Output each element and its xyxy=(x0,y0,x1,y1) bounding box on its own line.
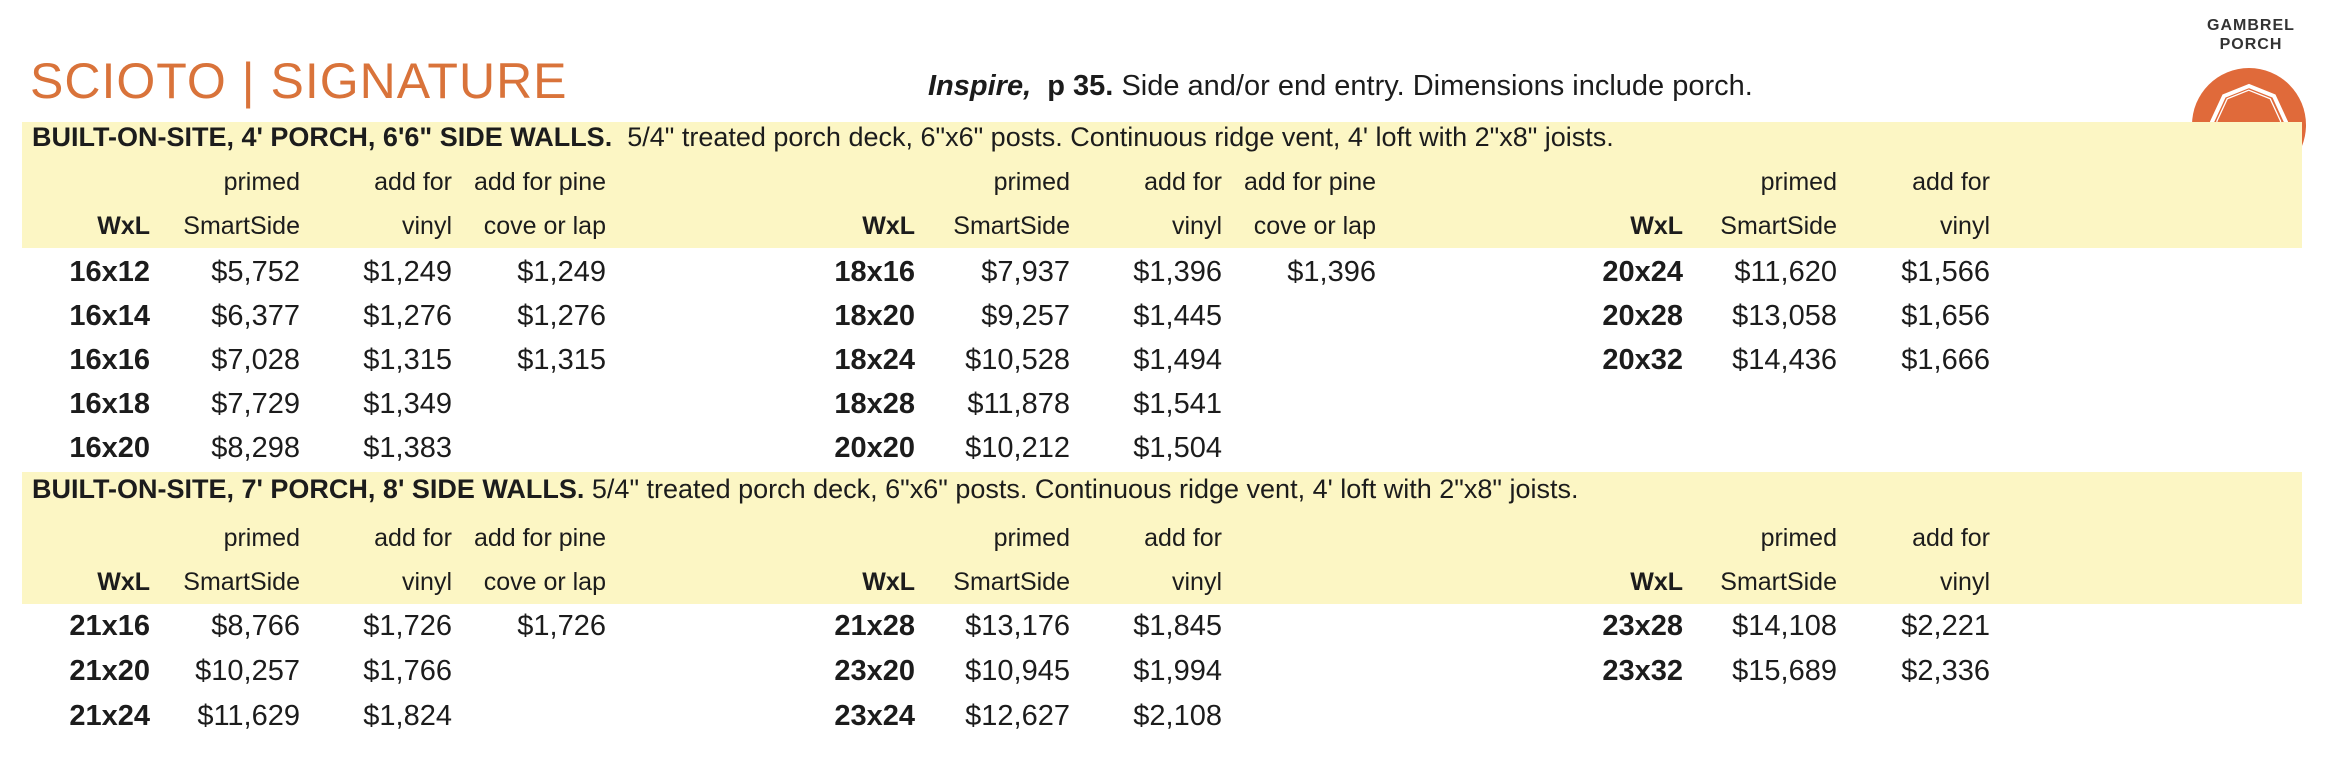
row-pine-add: $1,396 xyxy=(1287,256,1376,288)
col-header-vinyl-top: add for xyxy=(1144,168,1222,196)
row-pine-add: $1,315 xyxy=(517,344,606,376)
col-header-primed-top: primed xyxy=(223,168,300,196)
col-header-primed-bottom: SmartSide xyxy=(1720,568,1837,596)
col-header-vinyl-bottom: vinyl xyxy=(401,568,452,596)
col-header-primed-bottom: SmartSide xyxy=(1720,212,1837,240)
col-header-vinyl-top: add for xyxy=(1144,524,1222,552)
row-price: $7,937 xyxy=(981,256,1070,288)
row-vinyl-add: $1,824 xyxy=(363,700,452,732)
row-vinyl-add: $1,494 xyxy=(1133,344,1222,376)
col-header-vinyl-top: add for xyxy=(374,168,452,196)
row-size: 20x24 xyxy=(1602,256,1683,288)
row-price: $11,620 xyxy=(1734,256,1837,288)
section-2-heading xyxy=(32,474,1579,505)
row-pine-add: $1,249 xyxy=(517,256,606,288)
col-header-pine-top: add for pine xyxy=(473,524,606,552)
row-price: $10,528 xyxy=(965,344,1070,376)
row-price: $14,436 xyxy=(1732,344,1837,376)
catalog-page: p 35. xyxy=(1047,70,1114,102)
row-price: $9,257 xyxy=(981,300,1070,332)
row-pine-add: $1,276 xyxy=(517,300,606,332)
row-size: 16x18 xyxy=(69,388,150,420)
row-size: 21x20 xyxy=(69,655,150,687)
row-size: 20x32 xyxy=(1602,344,1683,376)
col-header-primed-bottom: SmartSide xyxy=(183,212,300,240)
row-vinyl-add: $1,994 xyxy=(1133,655,1222,687)
row-vinyl-add: $1,666 xyxy=(1901,344,1990,376)
col-header-primed-top: primed xyxy=(1760,524,1837,552)
row-price: $8,766 xyxy=(211,610,300,642)
section-1-heading xyxy=(32,122,1614,153)
col-header-size: WxL xyxy=(97,568,150,596)
row-price: $12,627 xyxy=(965,700,1070,732)
section-1-heading-text: 5/4" treated porch deck, 6"x6" posts. Continuous ridge vent, 4' loft with 2"x8" joists. xyxy=(627,122,1614,152)
row-vinyl-add: $1,766 xyxy=(363,655,452,687)
row-price: $11,878 xyxy=(967,388,1070,420)
row-price: $10,257 xyxy=(195,655,300,687)
col-header-pine-top: add for pine xyxy=(473,168,606,196)
row-size: 20x20 xyxy=(834,432,915,464)
catalog-name: Inspire, xyxy=(928,70,1032,102)
row-size: 18x24 xyxy=(834,344,915,376)
row-size: 23x24 xyxy=(834,700,915,732)
row-pine-add: $1,726 xyxy=(517,610,606,642)
col-header-pine-bottom: cove or lap xyxy=(1253,212,1376,240)
row-vinyl-add: $2,336 xyxy=(1901,655,1990,687)
col-header-pine-bottom: cove or lap xyxy=(483,568,606,596)
row-price: $14,108 xyxy=(1732,610,1837,642)
section-2-heading-bold: BUILT-ON-SITE, 7' PORCH, 8' SIDE WALLS. xyxy=(32,474,585,504)
row-size: 23x20 xyxy=(834,655,915,687)
row-vinyl-add: $2,221 xyxy=(1901,610,1990,642)
col-header-vinyl-bottom: vinyl xyxy=(1939,568,1990,596)
row-size: 23x28 xyxy=(1602,610,1683,642)
row-vinyl-add: $1,566 xyxy=(1901,256,1990,288)
row-price: $13,058 xyxy=(1732,300,1837,332)
row-price: $7,729 xyxy=(211,388,300,420)
col-header-primed-top: primed xyxy=(993,524,1070,552)
row-vinyl-add: $1,315 xyxy=(363,344,452,376)
row-vinyl-add: $1,726 xyxy=(363,610,452,642)
col-header-size: WxL xyxy=(97,212,150,240)
row-size: 20x28 xyxy=(1602,300,1683,332)
col-header-vinyl-top: add for xyxy=(1912,524,1990,552)
col-header-vinyl-top: add for xyxy=(374,524,452,552)
col-header-vinyl-bottom: vinyl xyxy=(1171,568,1222,596)
row-vinyl-add: $1,276 xyxy=(363,300,452,332)
row-vinyl-add: $1,541 xyxy=(1133,388,1222,420)
page-subtitle xyxy=(928,70,1753,103)
row-price: $8,298 xyxy=(211,432,300,464)
row-price: $7,028 xyxy=(211,344,300,376)
row-price: $6,377 xyxy=(211,300,300,332)
row-price: $13,176 xyxy=(965,610,1070,642)
col-header-pine-bottom: cove or lap xyxy=(483,212,606,240)
row-size: 18x28 xyxy=(834,388,915,420)
row-price: $10,945 xyxy=(965,655,1070,687)
row-size: 21x16 xyxy=(69,610,150,642)
row-vinyl-add: $2,108 xyxy=(1133,700,1222,732)
row-size: 16x16 xyxy=(69,344,150,376)
row-size: 16x12 xyxy=(69,256,150,288)
col-header-primed-bottom: SmartSide xyxy=(953,568,1070,596)
col-header-primed-bottom: SmartSide xyxy=(953,212,1070,240)
col-header-vinyl-bottom: vinyl xyxy=(1939,212,1990,240)
row-vinyl-add: $1,504 xyxy=(1133,432,1222,464)
row-price: $10,212 xyxy=(965,432,1070,464)
row-vinyl-add: $1,845 xyxy=(1133,610,1222,642)
col-header-size: WxL xyxy=(862,212,915,240)
col-header-size: WxL xyxy=(862,568,915,596)
row-vinyl-add: $1,249 xyxy=(363,256,452,288)
col-header-primed-top: primed xyxy=(993,168,1070,196)
row-price: $5,752 xyxy=(211,256,300,288)
col-header-vinyl-bottom: vinyl xyxy=(1171,212,1222,240)
col-header-primed-top: primed xyxy=(1760,168,1837,196)
col-header-pine-top: add for pine xyxy=(1243,168,1376,196)
row-size: 23x32 xyxy=(1602,655,1683,687)
row-vinyl-add: $1,383 xyxy=(363,432,452,464)
section-1-heading-bold: BUILT-ON-SITE, 4' PORCH, 6'6" SIDE WALLS. xyxy=(32,122,613,152)
col-header-size: WxL xyxy=(1630,568,1683,596)
gambrel-porch-logo-label: GAMBREL PORCH xyxy=(2207,17,2295,53)
col-header-primed-top: primed xyxy=(223,524,300,552)
col-header-vinyl-bottom: vinyl xyxy=(401,212,452,240)
row-size: 18x16 xyxy=(834,256,915,288)
row-vinyl-add: $1,396 xyxy=(1133,256,1222,288)
row-size: 21x24 xyxy=(69,700,150,732)
subtitle-description: Side and/or end entry. Dimensions include porch. xyxy=(1121,70,1753,102)
col-header-vinyl-top: add for xyxy=(1912,168,1990,196)
col-header-size: WxL xyxy=(1630,212,1683,240)
row-price: $11,629 xyxy=(197,700,300,732)
section-2-heading-text: 5/4" treated porch deck, 6"x6" posts. Continuous ridge vent, 4' loft with 2"x8" joists. xyxy=(591,474,1579,504)
row-size: 16x14 xyxy=(69,300,150,332)
row-vinyl-add: $1,445 xyxy=(1133,300,1222,332)
row-size: 21x28 xyxy=(834,610,915,642)
row-price: $15,689 xyxy=(1732,655,1837,687)
page-title: SCIOTO | SIGNATURE xyxy=(30,53,568,109)
row-vinyl-add: $1,656 xyxy=(1901,300,1990,332)
row-vinyl-add: $1,349 xyxy=(363,388,452,420)
row-size: 18x20 xyxy=(834,300,915,332)
row-size: 16x20 xyxy=(69,432,150,464)
col-header-primed-bottom: SmartSide xyxy=(183,568,300,596)
